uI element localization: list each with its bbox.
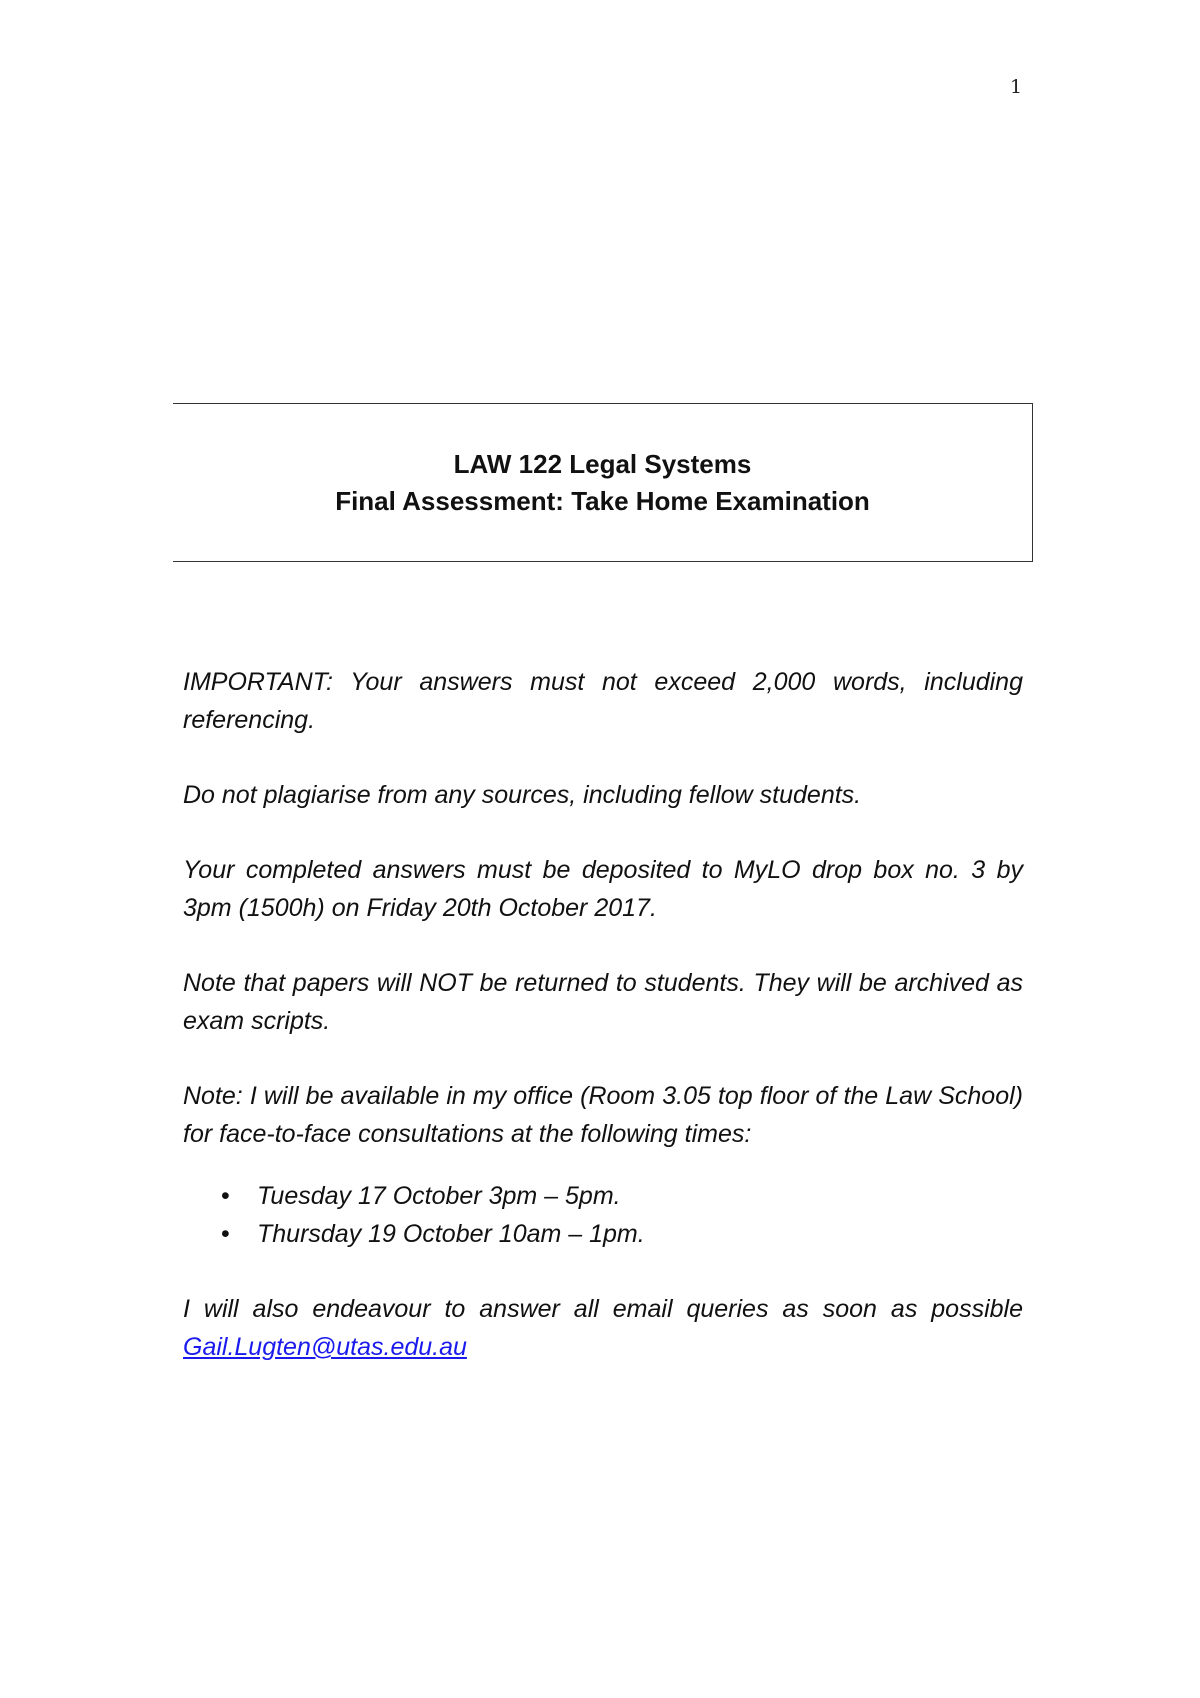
consultation-time: Tuesday 17 October 3pm – 5pm.: [257, 1182, 621, 1210]
bullet-icon: •: [221, 1220, 230, 1248]
course-title: LAW 122 Legal Systems: [453, 449, 752, 479]
papers-notice: Note that papers will NOT be returned to students. They will be archived as exam scripts.: [183, 969, 1023, 1035]
title-box: [173, 403, 1033, 562]
plagiarism-notice: Do not plagiarise from any sources, including fellow students.: [183, 781, 862, 809]
page-number: 1: [1010, 76, 1023, 98]
important-notice: IMPORTANT: Your answers must not exceed 2,000 words, including referencing.: [183, 668, 1023, 734]
bullet-icon: •: [221, 1182, 230, 1210]
list-item: [221, 1177, 1023, 1215]
email-link[interactable]: Gail.Lugten@utas.edu.au: [183, 1333, 467, 1361]
deadline-notice: Your completed answers must be deposited to MyLO drop box no. 3 by 3pm (1500h) on Friday 20th October 2017.: [183, 856, 1023, 922]
email-notice-text: I will also endeavour to answer all email queries as soon as possible: [183, 1295, 1023, 1323]
email-notice: [183, 1290, 1023, 1366]
list-item: [221, 1215, 1023, 1253]
consultation-time: Thursday 19 October 10am – 1pm.: [257, 1220, 645, 1248]
assessment-title: Final Assessment: Take Home Examination: [335, 486, 870, 516]
instructions: [183, 663, 1023, 1403]
consultation-times-list: [183, 1177, 1023, 1253]
office-hours-notice: Note: I will be available in my office (Room 3.05 top floor of the Law School) for face-to-face consultations at the following times:: [183, 1082, 1023, 1148]
